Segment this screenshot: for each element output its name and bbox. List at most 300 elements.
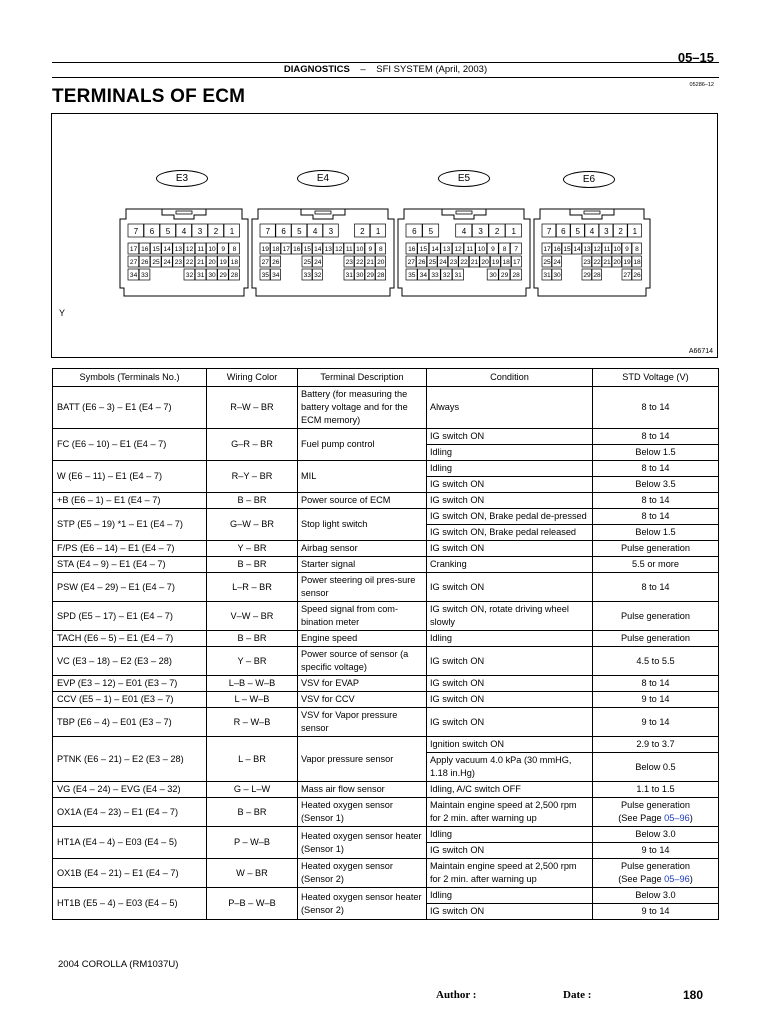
pin-number: 32: [185, 272, 194, 279]
description-cell: MIL: [298, 461, 427, 493]
pin-number: 30: [208, 272, 216, 279]
wiring-color-cell: P–B – W–B: [207, 888, 298, 920]
latch-tab: [584, 211, 600, 214]
pin-number: 16: [293, 246, 301, 253]
pin-number: 33: [303, 272, 311, 279]
pin-number: 34: [419, 272, 428, 279]
pin-number: 15: [303, 246, 311, 253]
wiring-color-cell: R – W–B: [207, 708, 298, 737]
pin-number: 9: [368, 246, 373, 253]
pin-number: 28: [377, 272, 385, 279]
pin-number: 5: [165, 227, 171, 236]
condition-cell: IG switch ON: [427, 843, 593, 859]
condition-cell: Idling: [427, 827, 593, 843]
table-row: [53, 602, 719, 631]
condition-cell: Apply vacuum 4.0 kPa (30 mmHG, 1.18 in.Hg): [427, 753, 593, 782]
pin-number: 25: [428, 259, 437, 266]
condition-cell: IG switch ON: [427, 541, 593, 557]
pin-number: 33: [431, 272, 439, 279]
voltage-cell: Below 3.0: [593, 888, 719, 904]
pin-number: 28: [230, 272, 239, 279]
pin-number: 17: [513, 259, 521, 266]
description-cell: Heated oxygen sensor (Sensor 2): [298, 859, 427, 888]
voltage-cell: Below 1.5: [593, 525, 719, 541]
wiring-color-cell: R–Y – BR: [207, 461, 298, 493]
pin-number: 3: [197, 227, 203, 236]
voltage-cell: Below 0.5: [593, 753, 719, 782]
pin-number: 27: [129, 259, 138, 266]
description-cell: Stop light switch: [298, 509, 427, 541]
pin-number: 13: [442, 246, 451, 253]
see-page-text: (See Page: [618, 874, 665, 884]
pin-number: 35: [408, 272, 416, 279]
voltage-cell: [593, 859, 719, 888]
page-link[interactable]: 05–96: [664, 813, 690, 823]
description-cell: Heated oxygen sensor (Sensor 1): [298, 798, 427, 827]
wiring-color-cell: G–R – BR: [207, 429, 298, 461]
table-row: [53, 557, 719, 573]
pin-number: 20: [481, 259, 489, 266]
pin-number: 7: [265, 227, 271, 236]
see-page-close: ): [689, 813, 693, 823]
symbol-cell: SPD (E5 – 17) – E1 (E4 – 7): [53, 602, 207, 631]
pin-number: 32: [442, 272, 451, 279]
wiring-color-cell: B – BR: [207, 798, 298, 827]
table-row: [53, 509, 719, 525]
pin-number: 31: [197, 272, 205, 279]
pin-number: 3: [328, 227, 334, 236]
table-row: [53, 708, 719, 737]
symbol-cell: EVP (E3 – 12) – E01 (E3 – 7): [53, 676, 207, 692]
pin-number: 28: [512, 272, 520, 279]
condition-cell: Idling: [427, 631, 593, 647]
table-row: [53, 647, 719, 676]
wiring-color-cell: B – BR: [207, 557, 298, 573]
voltage-cell: 4.5 to 5.5: [593, 647, 719, 676]
pin-number: 4: [181, 227, 187, 236]
voltage-cell: 8 to 14: [593, 509, 719, 525]
pin-number: 16: [553, 246, 561, 253]
condition-cell: Idling: [427, 888, 593, 904]
pin-number: 29: [583, 272, 591, 279]
condition-cell: Idling: [427, 461, 593, 477]
symbol-cell: OX1A (E4 – 23) – E1 (E4 – 7): [53, 798, 207, 827]
pin-number: 2: [618, 227, 623, 236]
table-row: [53, 798, 719, 827]
voltage-cell: [593, 798, 719, 827]
pin-number: 2: [494, 227, 500, 236]
voltage-cell: Below 3.5: [593, 477, 719, 493]
table-row: [53, 859, 719, 888]
voltage-cell: 8 to 14: [593, 493, 719, 509]
description-cell: Starter signal: [298, 557, 427, 573]
pin-number: 21: [603, 259, 611, 266]
table-row: [53, 827, 719, 843]
wiring-color-cell: B – BR: [207, 493, 298, 509]
pin-number: 31: [454, 272, 462, 279]
author-label: Author :: [436, 989, 477, 1001]
pin-number: 9: [221, 246, 226, 253]
table-body: [53, 387, 719, 920]
y-label: Y: [59, 308, 66, 318]
condition-cell: Ignition switch ON: [427, 737, 593, 753]
pin-number: 22: [460, 259, 468, 266]
pin-number: 17: [282, 246, 290, 253]
pin-number: 8: [502, 246, 507, 253]
symbol-cell: TBP (E6 – 4) – E01 (E3 – 7): [53, 708, 207, 737]
wiring-color-cell: G – L–W: [207, 782, 298, 798]
description-cell: VSV for Vapor pressure sensor: [298, 708, 427, 737]
pin-number: 15: [563, 246, 571, 253]
wiring-color-cell: L–R – BR: [207, 573, 298, 602]
pin-number: 30: [489, 272, 497, 279]
section-page-number: 05–15: [677, 50, 714, 65]
symbol-cell: VC (E3 – 18) – E2 (E3 – 28): [53, 647, 207, 676]
pin-number: 7: [514, 246, 519, 253]
pin-number: 8: [232, 246, 237, 253]
pin-number: 34: [272, 272, 280, 279]
table-row: [53, 387, 719, 429]
connector-diagram: [51, 113, 718, 358]
pin-number: 11: [603, 246, 611, 253]
voltage-cell: 8 to 14: [593, 676, 719, 692]
pin-number: 2: [213, 227, 219, 236]
pin-number: 19: [219, 259, 227, 266]
condition-cell: IG switch ON: [427, 904, 593, 920]
description-cell: VSV for CCV: [298, 692, 427, 708]
condition-cell: Always: [427, 387, 593, 429]
col-header-wiring: Wiring Color: [207, 369, 298, 387]
pin-number: 25: [543, 259, 551, 266]
voltage-cell: Pulse generation: [593, 631, 719, 647]
pin-number: 12: [593, 246, 601, 253]
table-row: [53, 461, 719, 477]
pin-number: 1: [229, 227, 235, 236]
symbol-cell: STA (E4 – 9) – E1 (E4 – 7): [53, 557, 207, 573]
pin-number: 25: [303, 259, 311, 266]
wiring-color-cell: B – BR: [207, 631, 298, 647]
pin-number: 21: [366, 259, 374, 266]
voltage-cell: 9 to 14: [593, 843, 719, 859]
table-header-row: [53, 369, 719, 387]
figure-code: A66714: [688, 348, 713, 355]
pin-number: 14: [163, 246, 171, 253]
latch-tab: [315, 211, 331, 214]
table-row: [53, 493, 719, 509]
pin-number: 4: [589, 227, 595, 236]
wiring-color-cell: W – BR: [207, 859, 298, 888]
pin-number: 20: [208, 259, 216, 266]
voltage-cell: Below 1.5: [593, 445, 719, 461]
latch-tab: [456, 211, 472, 214]
pin-number: 8: [635, 246, 639, 253]
ecm-connector-svg: [52, 114, 717, 357]
voltage-value: Pulse generation: [621, 800, 690, 810]
pin-number: 24: [439, 259, 447, 266]
pin-number: 10: [613, 246, 621, 253]
system-name: SFI SYSTEM (April, 2003): [376, 64, 488, 75]
pin-number: 21: [197, 259, 205, 266]
pin-number: 23: [174, 259, 183, 266]
condition-cell: IG switch ON: [427, 429, 593, 445]
symbol-cell: PSW (E4 – 29) – E1 (E4 – 7): [53, 573, 207, 602]
header-dash: –: [360, 64, 366, 75]
pin-number: 12: [454, 246, 462, 253]
pin-number: 27: [407, 259, 415, 266]
description-cell: Power source of sensor (a specific voltage): [298, 647, 427, 676]
condition-cell: Cranking: [427, 557, 593, 573]
pin-number: 35: [261, 272, 269, 279]
table-row: [53, 573, 719, 602]
pin-number: 30: [553, 272, 561, 279]
condition-cell: IG switch ON: [427, 708, 593, 737]
symbol-cell: STP (E5 – 19) *1 – E1 (E4 – 7): [53, 509, 207, 541]
pin-number: 6: [412, 227, 417, 236]
pin-number: 33: [141, 272, 149, 279]
table-row: [53, 888, 719, 904]
section-name: DIAGNOSTICS: [283, 64, 350, 75]
description-cell: Engine speed: [298, 631, 427, 647]
symbol-cell: +B (E6 – 1) – E1 (E4 – 7): [53, 493, 207, 509]
pin-number: 31: [543, 272, 551, 279]
pin-number: 23: [345, 259, 353, 266]
condition-cell: IG switch ON, rotate driving wheel slowly: [427, 602, 593, 631]
pin-number: 28: [593, 272, 601, 279]
running-header: [52, 64, 719, 75]
pin-number: 7: [133, 227, 139, 236]
pin-number: 14: [573, 246, 581, 253]
voltage-cell: 5.5 or more: [593, 557, 719, 573]
pin-number: 6: [149, 227, 155, 236]
voltage-cell: Pulse generation: [593, 541, 719, 557]
col-header-description: Terminal Description: [298, 369, 427, 387]
pin-number: 17: [543, 246, 551, 253]
page-link[interactable]: 05–96: [664, 874, 690, 884]
pin-number: 8: [378, 246, 383, 253]
wiring-color-cell: Y – BR: [207, 541, 298, 557]
pin-number: 20: [377, 259, 385, 266]
connector-label-e3: E3: [156, 170, 208, 187]
pin-number: 9: [491, 246, 495, 253]
header-rule-lower: [52, 77, 719, 78]
pin-number: 13: [324, 246, 332, 253]
see-page-text: (See Page: [618, 813, 665, 823]
condition-cell: IG switch ON, Brake pedal released: [427, 525, 593, 541]
voltage-cell: 9 to 14: [593, 708, 719, 737]
pin-number: 17: [129, 246, 138, 253]
wiring-color-cell: G–W – BR: [207, 509, 298, 541]
pin-number: 11: [197, 246, 205, 253]
connector-label-e6: E6: [563, 171, 615, 188]
table-row: [53, 631, 719, 647]
voltage-cell: 8 to 14: [593, 387, 719, 429]
description-cell: Mass air flow sensor: [298, 782, 427, 798]
date-label: Date :: [563, 989, 592, 1001]
pin-number: 20: [613, 259, 621, 266]
pin-number: 21: [470, 259, 479, 266]
latch-tab: [176, 211, 192, 214]
pin-number: 15: [152, 246, 160, 253]
voltage-cell: 8 to 14: [593, 429, 719, 445]
pin-number: 1: [632, 227, 638, 236]
pin-number: 7: [546, 227, 552, 236]
pin-number: 9: [625, 246, 629, 253]
pin-number: 5: [297, 227, 302, 236]
wiring-color-cell: L–B – W–B: [207, 676, 298, 692]
col-header-voltage: STD Voltage (V): [593, 369, 719, 387]
page-footer-number: 180: [683, 988, 704, 1002]
description-cell: Vapor pressure sensor: [298, 737, 427, 782]
description-cell: Battery (for measuring the battery voltage and for the ECM memory): [298, 387, 427, 429]
pin-number: 29: [366, 272, 374, 279]
symbol-cell: TACH (E6 – 5) – E1 (E4 – 7): [53, 631, 207, 647]
pin-number: 24: [163, 259, 171, 266]
symbol-cell: PTNK (E6 – 21) – E2 (E3 – 28): [53, 737, 207, 782]
footer-model: 2004 COROLLA (RM1037U): [58, 959, 179, 970]
pin-number: 23: [449, 259, 458, 266]
pin-number: 2: [360, 227, 365, 236]
pin-number: 1: [511, 227, 516, 236]
condition-cell: IG switch ON: [427, 477, 593, 493]
pin-number: 26: [141, 259, 149, 266]
wiring-color-cell: R–W – BR: [207, 387, 298, 429]
symbol-cell: VG (E4 – 24) – EVG (E4 – 32): [53, 782, 207, 798]
voltage-cell: 2.9 to 3.7: [593, 737, 719, 753]
header-rule: [52, 62, 719, 63]
pin-number: 22: [185, 259, 194, 266]
voltage-cell: 9 to 14: [593, 692, 719, 708]
wiring-color-cell: L – BR: [207, 737, 298, 782]
condition-cell: IG switch ON: [427, 692, 593, 708]
pin-number: 1: [375, 227, 381, 236]
see-page-reference: [596, 812, 715, 825]
condition-cell: IG switch ON: [427, 493, 593, 509]
wiring-color-cell: V–W – BR: [207, 602, 298, 631]
pin-number: 3: [478, 227, 483, 236]
pin-number: 18: [633, 259, 641, 266]
pin-number: 27: [623, 272, 631, 279]
pin-number: 22: [593, 259, 601, 266]
table-row: [53, 429, 719, 445]
pin-number: 18: [502, 259, 510, 266]
pin-number: 29: [219, 272, 227, 279]
wiring-color-cell: P – W–B: [207, 827, 298, 859]
pin-number: 18: [230, 259, 239, 266]
page-title: TERMINALS OF ECM: [52, 86, 246, 107]
pin-number: 16: [141, 246, 149, 253]
pin-number: 10: [208, 246, 216, 253]
condition-cell: IG switch ON, Brake pedal de-pressed: [427, 509, 593, 525]
pin-number: 5: [428, 227, 434, 236]
pin-number: 11: [466, 246, 474, 253]
see-page-reference: [596, 873, 715, 886]
pin-number: 12: [335, 246, 343, 253]
pin-number: 22: [356, 259, 364, 266]
table-row: [53, 541, 719, 557]
condition-cell: IG switch ON: [427, 573, 593, 602]
pin-number: 19: [623, 259, 631, 266]
pin-number: 29: [500, 272, 509, 279]
pin-number: 23: [583, 259, 591, 266]
pin-number: 32: [314, 272, 322, 279]
pin-number: 11: [345, 246, 353, 253]
table-row: [53, 782, 719, 798]
symbol-cell: HT1B (E5 – 4) – E03 (E4 – 5): [53, 888, 207, 920]
description-cell: Speed signal from com-bination meter: [298, 602, 427, 631]
doc-code: 05286–12: [689, 82, 714, 88]
pin-number: 26: [272, 259, 280, 266]
pin-number: 19: [491, 259, 500, 266]
pin-number: 26: [633, 272, 641, 279]
pin-number: 4: [312, 227, 318, 236]
description-cell: Fuel pump control: [298, 429, 427, 461]
pin-number: 13: [174, 246, 183, 253]
pin-number: 26: [418, 259, 426, 266]
pin-number: 10: [356, 246, 364, 253]
pin-number: 25: [152, 259, 160, 266]
description-cell: VSV for EVAP: [298, 676, 427, 692]
pin-number: 19: [261, 246, 269, 253]
table-row: [53, 676, 719, 692]
symbol-cell: OX1B (E4 – 21) – E1 (E4 – 7): [53, 859, 207, 888]
condition-cell: Idling: [427, 445, 593, 461]
symbol-cell: FC (E6 – 10) – E1 (E4 – 7): [53, 429, 207, 461]
voltage-cell: Pulse generation: [593, 602, 719, 631]
description-cell: Heated oxygen sensor heater (Sensor 2): [298, 888, 427, 920]
pin-number: 30: [356, 272, 364, 279]
symbol-cell: W (E6 – 11) – E1 (E4 – 7): [53, 461, 207, 493]
symbol-cell: BATT (E6 – 3) – E1 (E4 – 7): [53, 387, 207, 429]
voltage-cell: 1.1 to 1.5: [593, 782, 719, 798]
pin-number: 4: [461, 227, 467, 236]
voltage-cell: 8 to 14: [593, 573, 719, 602]
condition-cell: Idling, A/C switch OFF: [427, 782, 593, 798]
table-row: [53, 692, 719, 708]
wiring-color-cell: Y – BR: [207, 647, 298, 676]
symbol-cell: F/PS (E6 – 14) – E1 (E4 – 7): [53, 541, 207, 557]
description-cell: Airbag sensor: [298, 541, 427, 557]
connector-label-e4: E4: [297, 170, 349, 187]
pin-number: 3: [604, 227, 609, 236]
symbol-cell: HT1A (E4 – 4) – E03 (E4 – 5): [53, 827, 207, 859]
voltage-cell: Below 3.0: [593, 827, 719, 843]
pin-number: 31: [345, 272, 353, 279]
ecm-terminal-table: [52, 368, 719, 920]
pin-number: 14: [431, 246, 439, 253]
voltage-cell: 8 to 14: [593, 461, 719, 477]
connector-label-e5: E5: [438, 170, 490, 187]
pin-number: 14: [314, 246, 322, 253]
description-cell: Heated oxygen sensor heater (Sensor 1): [298, 827, 427, 859]
pin-number: 13: [583, 246, 591, 253]
description-cell: Power steering oil pres-sure sensor: [298, 573, 427, 602]
pin-number: 16: [408, 246, 416, 253]
pin-number: 27: [261, 259, 269, 266]
condition-cell: IG switch ON: [427, 647, 593, 676]
see-page-close: ): [689, 874, 693, 884]
pin-number: 34: [129, 272, 138, 279]
pin-number: 18: [272, 246, 280, 253]
pin-number: 5: [575, 227, 580, 236]
voltage-cell: 9 to 14: [593, 904, 719, 920]
pin-number: 15: [419, 246, 428, 253]
pin-number: 6: [281, 227, 286, 236]
table-row: [53, 737, 719, 753]
pin-number: 24: [314, 259, 322, 266]
description-cell: Power source of ECM: [298, 493, 427, 509]
col-header-symbols: Symbols (Terminals No.): [53, 369, 207, 387]
wiring-color-cell: L – W–B: [207, 692, 298, 708]
